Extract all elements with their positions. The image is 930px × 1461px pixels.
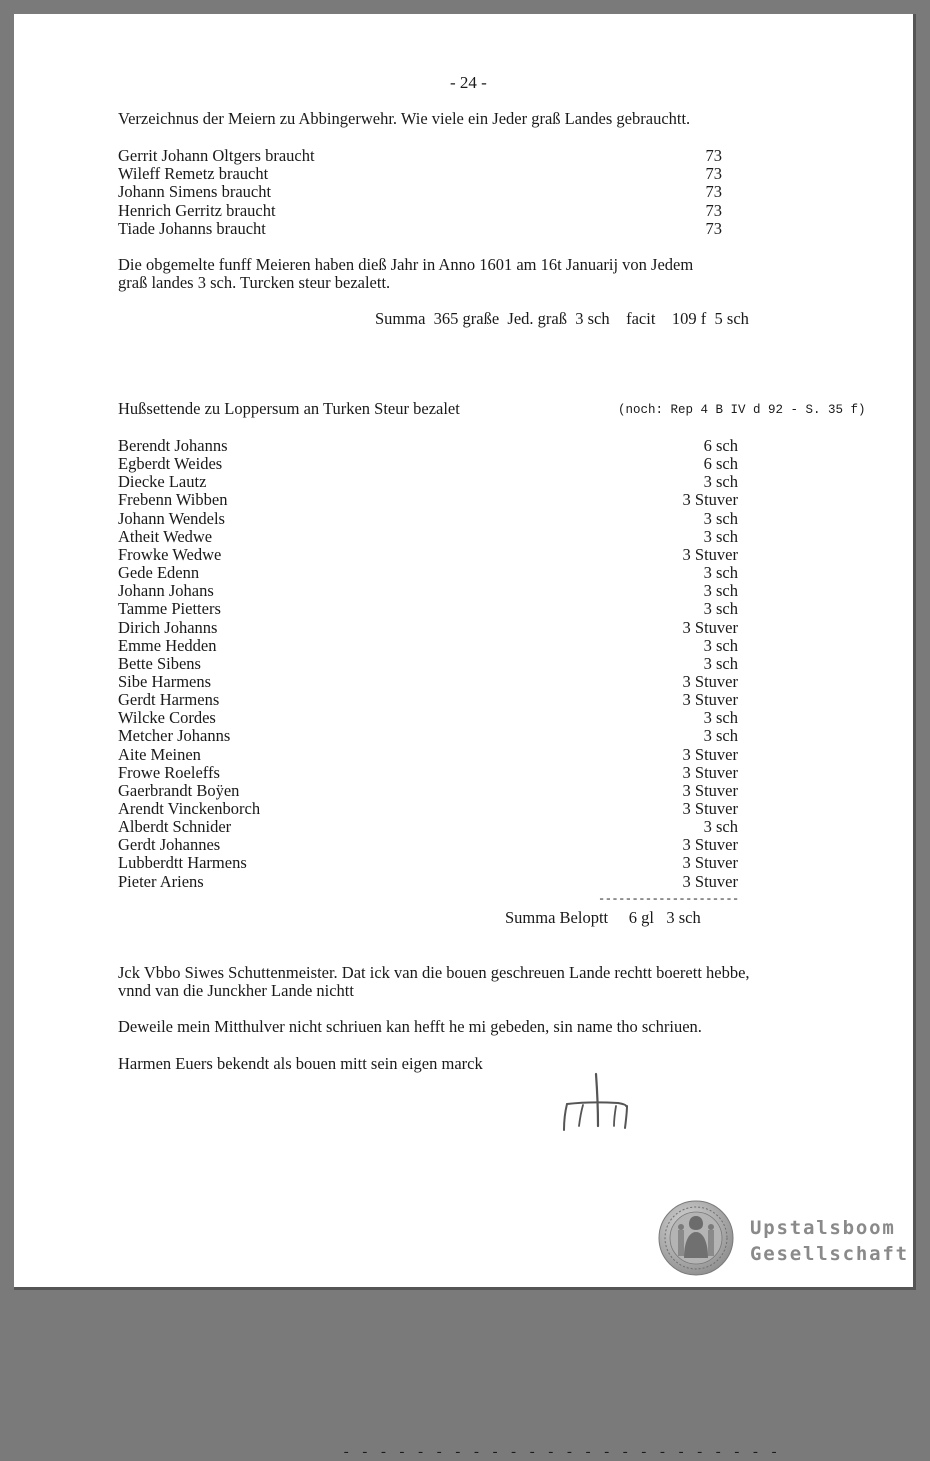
section1-row	[118, 183, 738, 201]
section2-row	[118, 637, 738, 655]
section2-row	[118, 673, 738, 691]
section2-row-value: 3 Stuver	[682, 490, 738, 510]
section2-row-name: Sibe Harmens	[118, 671, 212, 691]
section2-row-value: 3 Stuver	[682, 690, 738, 710]
section1-heading: Verzeichnus der Meiern zu Abbingerwehr. Wie viele ein Jeder graß Landes gebrauchtt.	[118, 109, 691, 128]
section2-row-value: 3 Stuver	[682, 544, 738, 564]
section2-row-name: Arendt Vinckenborch	[118, 799, 261, 818]
section2-row-name: Lubberdtt Harmens	[118, 853, 247, 873]
closing-line1: Jck Vbbo Siwes Schuttenmeister. Dat ick van die bouen geschreuen Lande rechtt boerett hebbe,	[118, 963, 750, 982]
section2-row-name: Gerdt Harmens	[118, 690, 220, 710]
section2-row-value: 3 sch	[703, 726, 738, 746]
section2-row-value: 3 sch	[703, 653, 738, 673]
section2-row	[118, 691, 738, 709]
closing-line3: Deweile mein Mitthulver nicht schriuen kan hefft he mi gebeden, sin name tho schriuen.	[118, 1017, 702, 1036]
section2-row	[118, 782, 738, 800]
archive-reference: (noch: Rep 4 B IV d 92 - S. 35 f)	[618, 403, 866, 417]
section2-row-value: 3 sch	[703, 563, 738, 583]
section2-row	[118, 491, 738, 509]
sum-separator: ---------------------	[598, 892, 739, 906]
section2-row-name: Pieter Ariens	[118, 871, 204, 891]
section1-paragraph-line2: graß landes 3 sch. Turcken steur bezalett.	[118, 273, 391, 292]
seal-emblem-icon	[658, 1200, 734, 1276]
section2-row-value: 3 sch	[703, 635, 738, 655]
section2-row-value: 3 Stuver	[682, 617, 738, 637]
section2-row-name: Diecke Lautz	[118, 472, 207, 492]
section1-row-name: Henrich Gerritz braucht	[118, 200, 276, 220]
section1-row	[118, 220, 738, 238]
section2-row	[118, 473, 738, 491]
section2-row-value: 6 sch	[703, 436, 738, 455]
section2-row	[118, 764, 738, 782]
section1-row-value: 73	[705, 218, 722, 238]
section2-row-value: 3 sch	[703, 581, 738, 601]
section2-row-value: 3 Stuver	[682, 835, 738, 855]
section2-row-name: Frowke Wedwe	[118, 544, 222, 564]
section2-row	[118, 873, 738, 891]
section2-row-value: 3 Stuver	[682, 744, 738, 764]
section2-row-value: 3 sch	[703, 526, 738, 546]
section1-summa: Summa 365 graße Jed. graß 3 sch facit 109 f 5 sch	[375, 309, 749, 328]
section2-row-value: 3 Stuver	[682, 799, 738, 818]
section2-row	[118, 746, 738, 764]
section2-row	[118, 510, 738, 528]
section2-row	[118, 655, 738, 673]
section1-row-value: 73	[705, 146, 722, 165]
section2-row-name: Dirich Johanns	[118, 617, 218, 637]
closing-line2: vnnd van die Junckher Lande nichtt	[118, 981, 354, 1000]
section1-row-value: 73	[705, 200, 722, 220]
logo-text-line2: Gesellschaft	[750, 1243, 909, 1265]
section1-row-value: 73	[705, 164, 722, 184]
section2-row-value: 3 Stuver	[682, 762, 738, 782]
section1-row-name: Johann Simens braucht	[118, 182, 272, 202]
section2-row-name: Johann Johans	[118, 581, 214, 601]
section2-row	[118, 836, 738, 854]
section2-row-name: Tamme Pietters	[118, 599, 221, 619]
section2-row-name: Gerdt Johannes	[118, 835, 221, 855]
section2-row-value: 3 sch	[703, 708, 738, 728]
section2-row-name: Berendt Johanns	[118, 436, 228, 455]
closing-line4: Harmen Euers bekendt als bouen mitt sein eigen marck	[118, 1054, 483, 1073]
section2-row	[118, 619, 738, 637]
section2-row-value: 3 sch	[703, 599, 738, 619]
section2-row-value: 3 Stuver	[682, 871, 738, 891]
section2-row	[118, 727, 738, 745]
section2-row	[118, 600, 738, 618]
section2-row	[118, 854, 738, 872]
section2-row-name: Wilcke Cordes	[118, 708, 216, 728]
signature-mark	[554, 1068, 654, 1140]
section2-row-value: 3 Stuver	[682, 780, 738, 800]
section1-row-value: 73	[705, 182, 722, 202]
section2-row-value: 6 sch	[703, 454, 738, 474]
section2-row	[118, 528, 738, 546]
section2-row	[118, 546, 738, 564]
section2-row	[118, 437, 738, 455]
section2-row-value: 3 sch	[703, 508, 738, 528]
section2-row-name: Alberdt Schnider	[118, 817, 232, 837]
section2-row-name: Frebenn Wibben	[118, 490, 228, 510]
section2-row-value: 3 sch	[703, 472, 738, 492]
section1-row-name: Wileff Remetz braucht	[118, 164, 269, 184]
section2-row	[118, 818, 738, 836]
section2-row-value: 3 sch	[703, 817, 738, 837]
section2-row-value: 3 Stuver	[682, 853, 738, 873]
section2-row-name: Bette Sibens	[118, 653, 201, 673]
section2-row	[118, 564, 738, 582]
bottom-dashed-rule: - - - - - - - - - - - - - - - - - - - - - - - -	[342, 1445, 780, 1461]
section2-row-name: Egberdt Weides	[118, 454, 223, 474]
section2-row-name: Gede Edenn	[118, 563, 200, 583]
section2-row-name: Emme Hedden	[118, 635, 217, 655]
section2-summa: Summa Beloptt 6 gl 3 sch	[505, 908, 701, 927]
logo-text-line1: Upstalsboom	[750, 1217, 896, 1239]
section2-row-name: Atheit Wedwe	[118, 526, 213, 546]
section2-row-value: 3 Stuver	[682, 671, 738, 691]
section1-row	[118, 147, 738, 165]
page-number: - 24 -	[450, 73, 487, 92]
section1-paragraph-line1: Die obgemelte funff Meieren haben dieß Jahr in Anno 1601 am 16t Januarij von Jedem	[118, 255, 694, 274]
document-page	[14, 14, 916, 1461]
section2-row-name: Frowe Roeleffs	[118, 762, 220, 782]
section2-row-name: Aite Meinen	[118, 744, 201, 764]
section2-row	[118, 582, 738, 600]
section2-row	[118, 800, 738, 818]
section2-row	[118, 455, 738, 473]
section2-heading: Hußsettende zu Loppersum an Turken Steur bezalet	[118, 399, 460, 418]
section1-row	[118, 202, 738, 220]
section1-row	[118, 165, 738, 183]
section2-row-name: Metcher Johanns	[118, 726, 231, 746]
section1-row-name: Gerrit Johann Oltgers braucht	[118, 146, 315, 165]
section2-row	[118, 709, 738, 727]
section2-row-name: Gaerbrandt Boÿen	[118, 780, 240, 800]
section1-row-name: Tiade Johanns braucht	[118, 218, 266, 238]
section2-row-name: Johann Wendels	[118, 508, 225, 528]
